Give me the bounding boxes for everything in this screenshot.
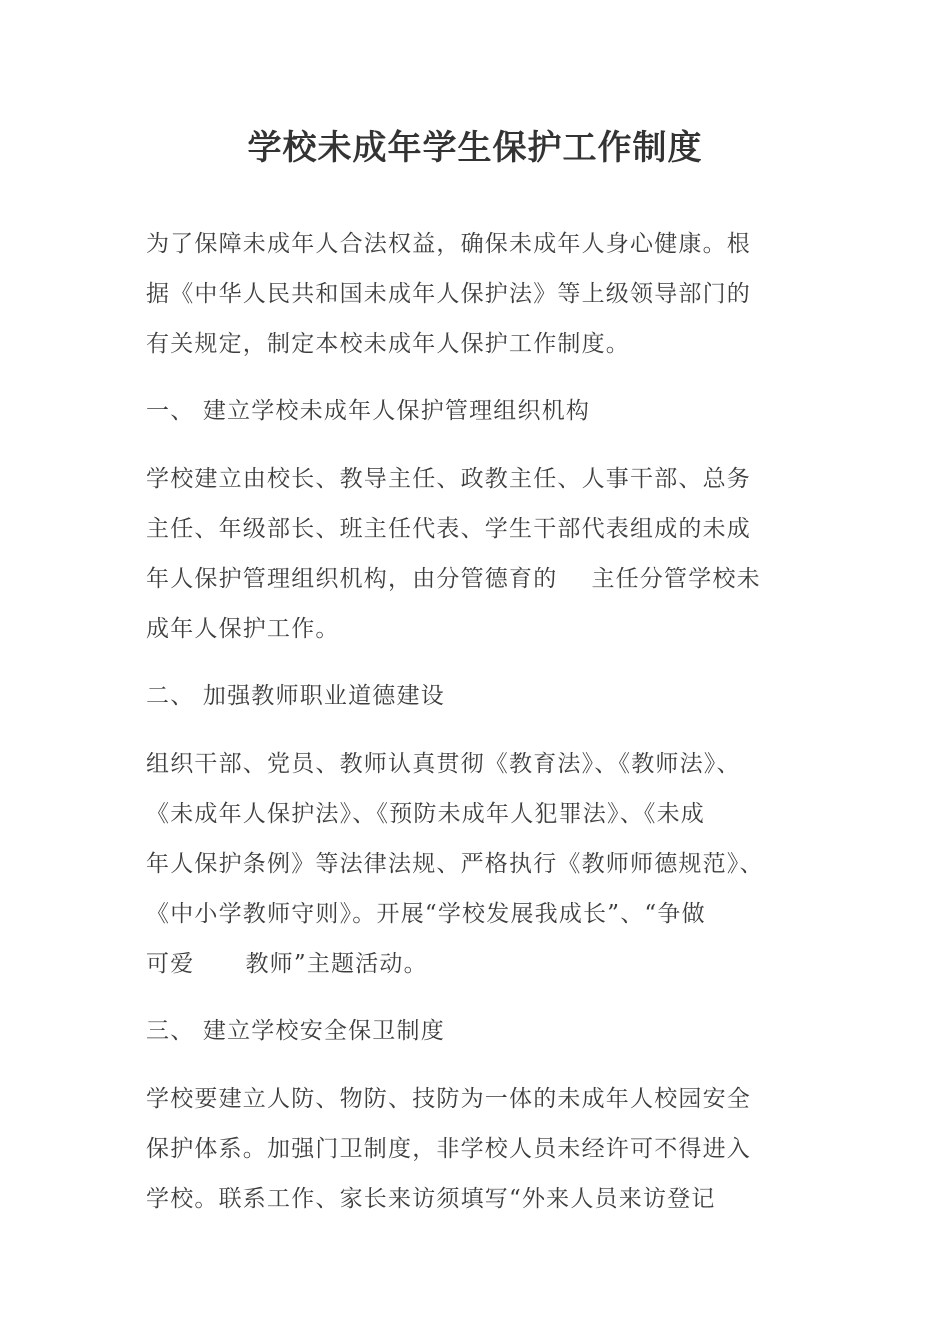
- document-title: 学校未成年学生保护工作制度: [247, 128, 703, 168]
- intro-line-3: 有关规定，制定本校未成年人保护工作制度。: [146, 331, 630, 357]
- section-1-line-1: 学校建立由校长、教导主任、政教主任、人事干部、总务: [146, 466, 751, 492]
- section-2-line-5: 可爱 教师”主题活动。: [146, 951, 428, 977]
- section-3-line-3: 学校。联系工作、家长来访须填写“外来人员来访登记: [146, 1186, 716, 1212]
- section-1-line-2: 主任、年级部长、班主任代表、学生干部代表组成的未成: [146, 516, 751, 542]
- section-2-heading: 二、 加强教师职业道德建设: [146, 683, 445, 709]
- section-3-line-2: 保护体系。加强门卫制度，非学校人员未经许可不得进入: [146, 1136, 751, 1162]
- section-2-line-3: 年人保护条例》等法律法规、严格执行《教师师德规范》、: [146, 851, 764, 877]
- section-1-heading: 一、 建立学校未成年人保护管理组织机构: [146, 398, 591, 424]
- section-1-line-4: 成年人保护工作。: [146, 616, 340, 642]
- section-3-line-1: 学校要建立人防、物防、技防为一体的未成年人校园安全: [146, 1086, 751, 1112]
- section-3-heading: 三、 建立学校安全保卫制度: [146, 1018, 445, 1044]
- section-2-line-1: 组织干部、党员、教师认真贯彻《教育法》、《教师法》、: [146, 751, 741, 777]
- intro-line-1: 为了保障未成年人合法权益，确保未成年人身心健康。根: [146, 231, 751, 257]
- section-2-line-4: 《中小学教师守则》。开展“学校发展我成长”、“争做: [146, 901, 706, 927]
- intro-line-2: 据《中华人民共和国未成年人保护法》等上级领导部门的: [146, 281, 751, 307]
- section-1-line-3: 年人保护管理组织机构，由分管德育的 主任分管学校未: [146, 566, 761, 592]
- section-2-line-2: 《未成年人保护法》、《预防未成年人犯罪法》、《未成: [146, 801, 705, 827]
